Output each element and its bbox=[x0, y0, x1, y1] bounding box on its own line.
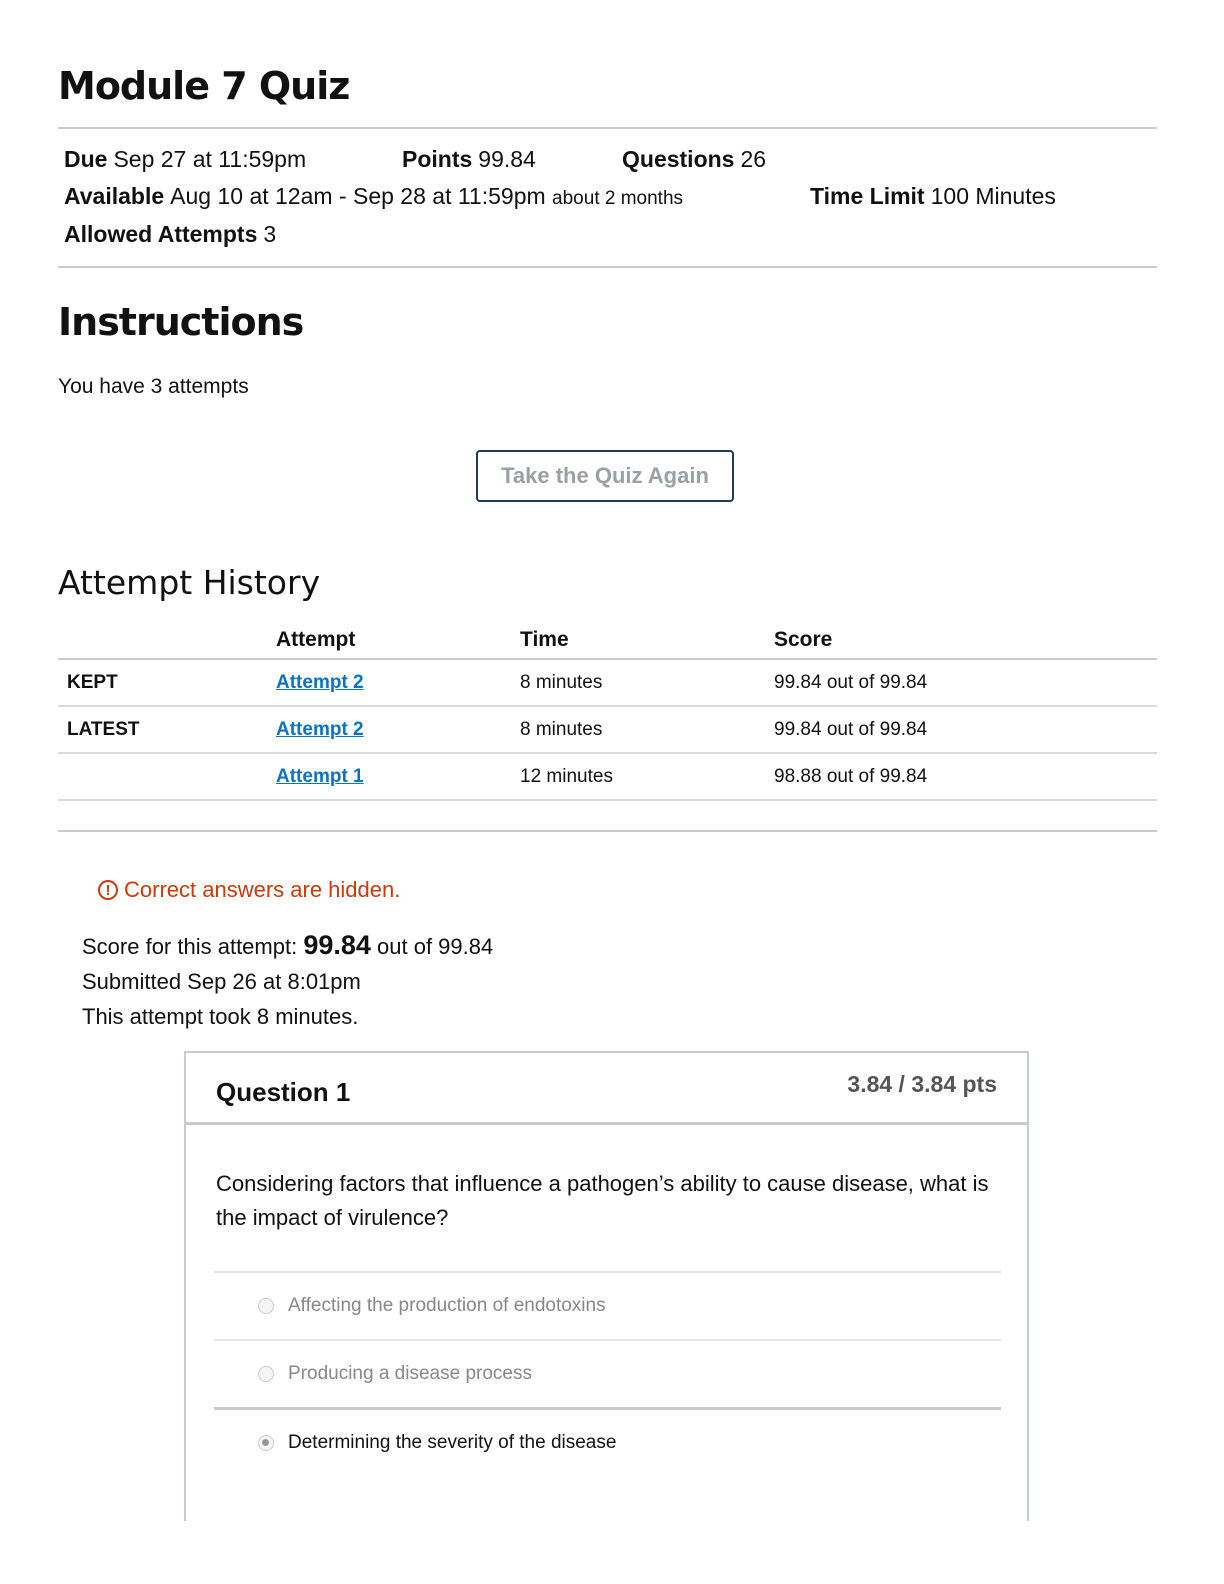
attempt-link[interactable]: Attempt 2 bbox=[276, 718, 364, 740]
table-row bbox=[58, 659, 1157, 706]
attempt-score: 98.88 out of 99.84 bbox=[774, 753, 1157, 800]
instructions-text: You have 3 attempts bbox=[58, 375, 249, 398]
attempt-score: 99.84 out of 99.84 bbox=[774, 659, 1157, 706]
instructions-heading: Instructions bbox=[58, 300, 304, 344]
answer-text: Determining the severity of the disease bbox=[288, 1431, 617, 1453]
column-header-attempt: Attempt bbox=[276, 622, 520, 659]
question-header bbox=[186, 1053, 1027, 1125]
meta-divider bbox=[58, 266, 1157, 268]
attempt-link[interactable]: Attempt 1 bbox=[276, 765, 364, 787]
row-label bbox=[58, 753, 276, 800]
column-header-score: Score bbox=[774, 622, 1157, 659]
answer-option[interactable] bbox=[214, 1271, 1001, 1339]
attempt-history-heading: Attempt History bbox=[58, 563, 321, 602]
column-header bbox=[58, 622, 276, 659]
answer-option-selected[interactable] bbox=[214, 1407, 1001, 1475]
row-label: LATEST bbox=[58, 706, 276, 753]
available-duration: about 2 months bbox=[552, 188, 684, 209]
available-info: Available Aug 10 at 12am - Sep 28 at 11:59pm about 2 months bbox=[64, 183, 684, 209]
table-header-row bbox=[58, 622, 1157, 659]
radio-button[interactable] bbox=[258, 1366, 274, 1382]
question-points: 3.84 / 3.84 pts bbox=[847, 1071, 997, 1097]
attempt-score-value: 99.84 bbox=[303, 930, 371, 960]
header-divider bbox=[58, 127, 1157, 129]
attempt-history-table bbox=[58, 622, 1157, 801]
radio-button[interactable] bbox=[258, 1298, 274, 1314]
questions-info: Questions 26 bbox=[622, 146, 767, 172]
question-text: Considering factors that influence a pathogen’s ability to cause disease, what is the impact of virulence? bbox=[216, 1171, 989, 1230]
question-title: Question 1 bbox=[216, 1077, 351, 1107]
attempt-score: 99.84 out of 99.84 bbox=[774, 706, 1157, 753]
attempt-link[interactable]: Attempt 2 bbox=[276, 671, 364, 693]
warning-icon: ! bbox=[98, 880, 118, 900]
quiz-meta-row-1 bbox=[64, 146, 306, 173]
take-quiz-again-button[interactable]: Take the Quiz Again bbox=[476, 450, 734, 502]
results-divider bbox=[58, 830, 1157, 832]
answer-text: Affecting the production of endotoxins bbox=[288, 1295, 606, 1316]
page-title: Module 7 Quiz bbox=[58, 64, 350, 108]
hidden-answers-text: Correct answers are hidden. bbox=[124, 877, 401, 902]
allowed-attempts-info: Allowed Attempts 3 bbox=[64, 221, 277, 247]
question-card bbox=[184, 1051, 1029, 1521]
due-info: Due Sep 27 at 11:59pm bbox=[64, 146, 307, 172]
attempt-time: 8 minutes bbox=[520, 706, 774, 753]
row-label: KEPT bbox=[58, 659, 276, 706]
answer-option[interactable] bbox=[214, 1339, 1001, 1407]
attempt-score-line: Score for this attempt: 99.84 out of 99.84 bbox=[82, 930, 494, 960]
submitted-time: Submitted Sep 26 at 8:01pm bbox=[82, 969, 361, 994]
attempt-duration: This attempt took 8 minutes. bbox=[82, 1004, 359, 1029]
radio-button-checked[interactable] bbox=[258, 1435, 274, 1451]
table-row bbox=[58, 753, 1157, 800]
column-header-time: Time bbox=[520, 622, 774, 659]
table-row bbox=[58, 706, 1157, 753]
time-limit-info: Time Limit 100 Minutes bbox=[810, 183, 1056, 209]
answer-text: Producing a disease process bbox=[288, 1363, 532, 1384]
attempt-time: 12 minutes bbox=[520, 753, 774, 800]
points-info: Points 99.84 bbox=[402, 146, 536, 172]
hidden-answers-notice bbox=[98, 877, 400, 903]
attempt-time: 8 minutes bbox=[520, 659, 774, 706]
